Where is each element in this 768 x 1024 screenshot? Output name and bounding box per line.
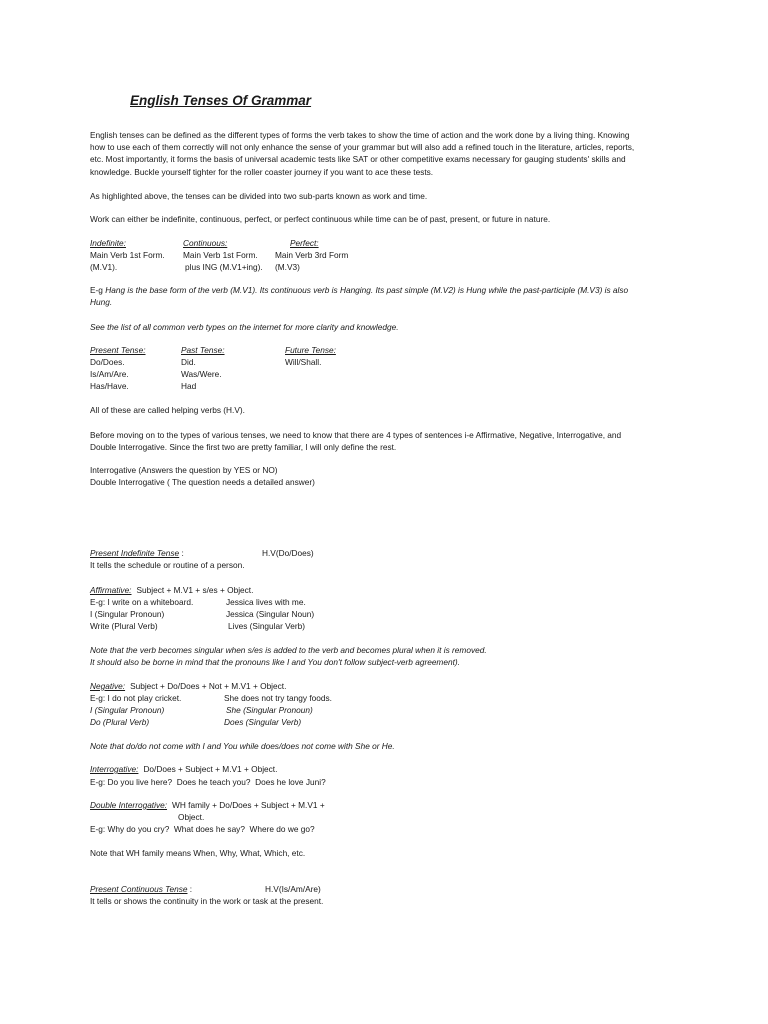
section-heading-colon: : [179, 548, 184, 558]
interrogative-formula [90, 763, 277, 775]
formula-text: Do/Does + Subject + M.V1 + Object. [143, 764, 278, 774]
section-heading-label: Present Continuous Tense [90, 884, 188, 894]
verb-forms-cell: plus ING (M.V1+ing). [185, 262, 263, 272]
section-description: It tells or shows the continuity in the work or task at the present. [90, 896, 324, 906]
note-line: Note that the verb becomes singular when s/es is added to the verb and becomes plural when it is removed. [90, 645, 487, 655]
example-line: E-g: Do you live here? Does he teach you? Does he love Juni? [90, 777, 326, 787]
note-line: It should also be borne in mind that the pronouns like I and You don't follow subject-verb agreement). [90, 657, 460, 667]
example-cell: Lives (Singular Verb) [228, 621, 306, 631]
verb-forms-header-perfect: Perfect: [290, 238, 319, 248]
page-title: English Tenses Of Grammar [130, 93, 312, 108]
example-prefix: E-g [90, 285, 103, 295]
intro-line: knowledge. Buckle yourself tighter for the roller coaster journey if you want to ace these tests. [90, 167, 434, 177]
double-interrogative-label: Double Interrogative: [90, 800, 168, 810]
formula-text: Subject + M.V1 + s/es + Object. [136, 585, 254, 595]
example-cell: Write (Plural Verb) [90, 621, 158, 631]
helpers-cell: Do/Does. [90, 357, 125, 367]
note-line: Note that do/do not come with I and You while does/does not come with She or He. [90, 741, 395, 751]
example-cell: She does not try tangy foods. [224, 693, 332, 703]
intro-line: how to use each of them correctly will not only enhance the sense of your grammar but will also add a refined touch in the literature, articles, reports, [90, 142, 635, 152]
note-line: Note that WH family means When, Why, What, Which, etc. [90, 848, 306, 858]
intro-line: etc. Most importantly, it forms the basis of universal academic tests like SAT or other competitive exams necessary for gauging students' skills and [90, 154, 626, 164]
section-heading [90, 883, 192, 895]
section-heading [90, 547, 184, 559]
example-cell: Jessica lives with me. [226, 597, 306, 607]
section-heading-label: Present Indefinite Tense [90, 548, 180, 558]
sentence-types-line: Before moving on to the types of various tenses, we need to know that there are 4 types of sentences i-e Affirmative, Negative, Interrogative, and [90, 430, 622, 440]
intro-line: English tenses can be defined as the different types of forms the verb takes to show the time of action and the work done by a living thing. Knowing [90, 130, 630, 140]
example-line: E-g: Why do you cry? What does he say? Where do we go? [90, 824, 315, 834]
section-heading-colon: : [187, 884, 193, 894]
section-description: It tells the schedule or routine of a person. [90, 560, 245, 570]
hang-example-line: Hung. [90, 297, 113, 307]
helpers-header-future: Future Tense: [285, 345, 336, 355]
example-cell: E-g: I write on a whiteboard. [90, 597, 194, 607]
double-interrogative-formula [90, 799, 325, 811]
verb-forms-cell: (M.V1). [90, 262, 118, 272]
helpers-cell: Did. [181, 357, 196, 367]
verb-forms-header-indefinite: Indefinite: [90, 238, 126, 248]
verb-forms-cell: (M.V3) [275, 262, 300, 272]
affirmative-formula [90, 584, 253, 596]
helpers-cell: Had [181, 381, 197, 391]
interrogative-label: Interrogative: [90, 764, 139, 774]
negative-formula [90, 680, 286, 692]
helpers-header-present: Present Tense: [90, 345, 146, 355]
helping-verb-label: H.V(Is/Am/Are) [265, 884, 321, 894]
work-time-paragraph: Work can either be indefinite, continuous, perfect, or perfect continuous while time can be of past, present, or future in nature. [90, 214, 551, 224]
hang-example-text: Hang is the base form of the verb (M.V1). Its continuous verb is Hanging. Its past simple (M.V2) is Hung while the past-participle (M.V3) is also [105, 285, 629, 295]
verb-forms-header-continuous: Continuous: [183, 238, 228, 248]
helping-verbs-note: All of these are called helping verbs (H.V). [90, 405, 245, 415]
definition-line: Interrogative (Answers the question by YES or NO) [90, 465, 278, 475]
formula-text: WH family + Do/Does + Subject + M.V1 + [172, 800, 325, 810]
example-cell: E-g: I do not play cricket. [90, 693, 182, 703]
sentence-types-line: Double Interrogative. Since the first two are pretty familiar, I will only define the rest. [90, 442, 397, 452]
helpers-cell: Is/Am/Are. [90, 369, 129, 379]
example-cell: Jessica (Singular Noun) [226, 609, 315, 619]
helpers-cell: Will/Shall. [285, 357, 322, 367]
hang-example-line [90, 284, 628, 296]
see-list-note: See the list of all common verb types on the internet for more clarity and knowledge. [90, 322, 399, 332]
example-cell: I (Singular Pronoun) [90, 705, 165, 715]
negative-label: Negative: [90, 681, 126, 691]
example-cell: She (Singular Pronoun) [226, 705, 313, 715]
helping-verb-label: H.V(Do/Does) [262, 548, 314, 558]
formula-continuation: Object. [178, 812, 205, 822]
helpers-cell: Was/Were. [181, 369, 222, 379]
division-paragraph: As highlighted above, the tenses can be divided into two sub-parts known as work and time. [90, 191, 428, 201]
example-cell: I (Singular Pronoun) [90, 609, 165, 619]
helpers-cell: Has/Have. [90, 381, 129, 391]
example-cell: Does (Singular Verb) [224, 717, 302, 727]
helpers-header-past: Past Tense: [181, 345, 225, 355]
example-cell: Do (Plural Verb) [90, 717, 150, 727]
verb-forms-cell: Main Verb 3rd Form [275, 250, 349, 260]
verb-forms-cell: Main Verb 1st Form. [90, 250, 165, 260]
definition-line: Double Interrogative ( The question needs a detailed answer) [90, 477, 315, 487]
verb-forms-cell: Main Verb 1st Form. [183, 250, 258, 260]
formula-text: Subject + Do/Does + Not + M.V1 + Object. [130, 681, 287, 691]
affirmative-label: Affirmative: [90, 585, 132, 595]
